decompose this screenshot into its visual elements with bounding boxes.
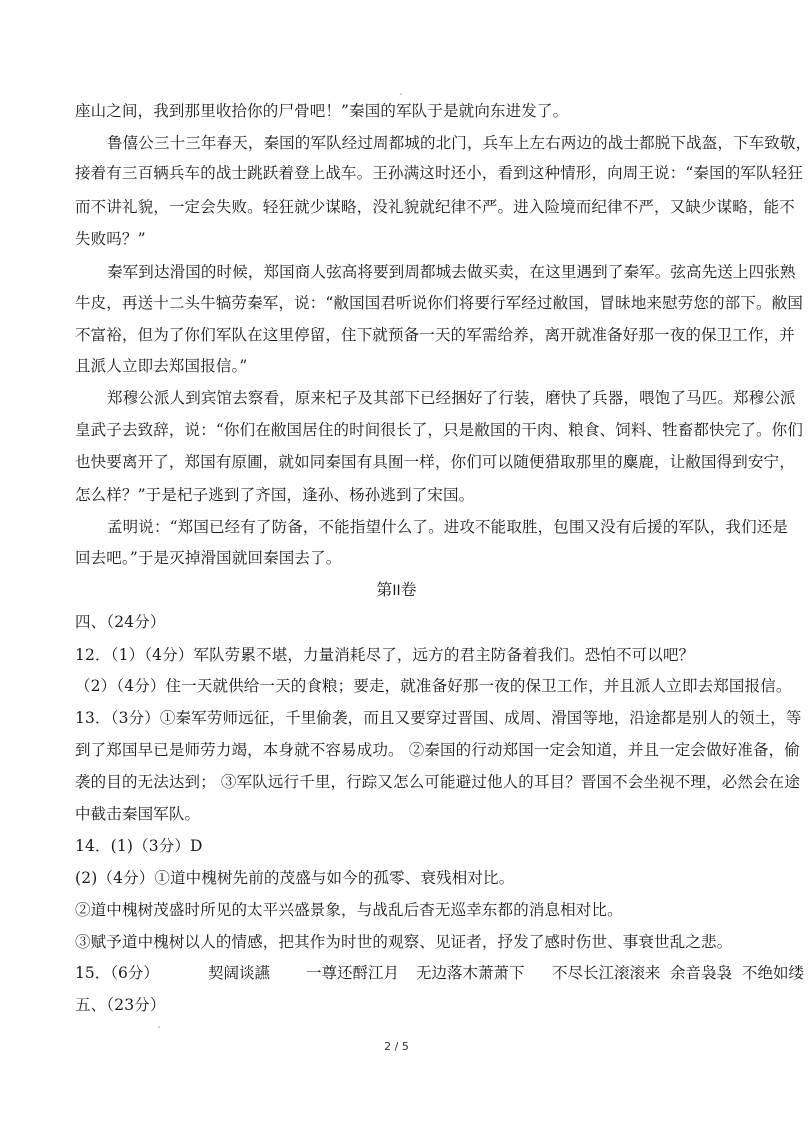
passage-line: 牛皮，再送十二头牛犒劳秦军，说：“敝国国君听说你们将要行军经过敝国，冒昧地来慰劳您的部下。敝国: [75, 294, 803, 312]
scan-speck: [400, 93, 402, 95]
answer-15-item: 余音袅袅: [670, 964, 733, 982]
passage-line: 座山之间，我到那里收拾你的尸骨吧！”秦国的军队于是就向东进发了。: [75, 102, 569, 120]
answer-line: 四、（24分）: [75, 613, 166, 631]
answer-line: ③赋予道中槐树以人的情感，把其作为时世的观察、见证者，抒发了感时伤世、事衰世乱之悲。: [75, 933, 733, 951]
answer-line: ②道中槐树茂盛时所见的太平兴盛景象，与战乱后杳无巡幸东都的消息相对比。: [75, 901, 623, 919]
passage-line: 孟明说：“郑国已经有了防备，不能指望什么了。进攻不能取胜，包围又没有后援的军队，我们还是: [107, 518, 789, 536]
passage-line: 而不讲礼貌，一定会失败。轻狂就少谋略，没礼貌就纪律不严。进入险境而纪律不严，又缺少谋略，能不: [75, 198, 795, 216]
section-prefix: 第: [376, 580, 393, 599]
section-heading: [0, 580, 793, 601]
answer-15-row: [75, 963, 804, 983]
scan-speck: [158, 1026, 160, 1028]
passage-line: 且派人立即去郑国报信。”: [75, 357, 248, 375]
passage-line: 秦军到达滑国的时候，郑国商人弦高将要到周都城去做买卖，在这里遇到了秦军。弦高先送上四张熟: [107, 263, 796, 281]
page-number: 2 / 5: [384, 1040, 409, 1053]
passage-line: 接着有三百辆兵车的战士跳跃着登上战车。王孙满这时还小，看到这种情形，向周王说：“秦国的军队轻狂: [75, 164, 803, 182]
passage-line: 回去吧。”于是灭掉滑国就回秦国去了。: [75, 549, 342, 567]
section-five-heading: 五、（23分）: [75, 996, 166, 1014]
answer-line: 到了郑国早已是师劳力竭，本身就不容易成功。 ②秦国的行动郑国一定会知道，并且一定会做好准备，偷: [75, 741, 800, 759]
answer-line: 14．(1)（3分）D: [75, 837, 203, 855]
answer-line: (2)（4分）①道中槐树先前的茂盛与如今的孤零、衰残相对比。: [75, 869, 515, 887]
answer-line: 13．（3分）①秦军劳师远征，千里偷袭，而且又要穿过晋国、成周、滑国等地，沿途都是别人的领土，等: [75, 709, 802, 727]
section-suffix: 卷: [400, 580, 417, 599]
passage-line: 怎么样？”于是杞子逃到了齐国，逢孙、杨孙逃到了宋国。: [75, 486, 475, 504]
answer-15-item: 无边落木萧萧下: [416, 964, 525, 982]
answer-15-item: 契阔谈讌: [208, 964, 271, 982]
answer-15-label: 15．（6分）: [75, 964, 159, 982]
passage-line: 郑穆公派人到宾馆去察看，原来杞子及其部下已经捆好了行装，磨快了兵器，喂饱了马匹。郑穆公派: [107, 389, 796, 407]
passage-line: 不富裕，但为了你们军队在这里停留，住下就预备一天的军需给养，离开就准备好那一夜的保卫工作，并: [75, 326, 795, 344]
answer-line: （2）（4分）住一天就供给一天的食粮；要走，就准备好那一夜的保卫工作，并且派人立即去郑国报信。: [75, 677, 792, 695]
passage-line: 皇武子去致辞，说：“你们在敝国居住的时间很长了，只是敝国的干肉、粮食、饲料、牲畜都快完了。你们: [75, 421, 803, 439]
answer-15-item: 一尊还酹江月: [306, 964, 400, 982]
passage-line: 失败吗？”: [75, 230, 146, 248]
answer-line: 中截击秦国军队。: [75, 805, 201, 823]
answer-line: 12．（1）（4分）军队劳累不堪，力量消耗尽了，远方的君主防备着我们。恐怕不可以吧？: [75, 646, 695, 664]
answer-line: 袭的目的无法达到； ③军队远行千里，行踪又怎么可能避过他人的耳目？晋国不会坐视不理，必然会在途: [75, 773, 800, 791]
answer-15-item: 不尽长江滚滚来: [552, 964, 661, 982]
section-roman: II: [392, 583, 401, 599]
answer-15-item: 不绝如缕: [742, 964, 805, 982]
passage-line: 也快要离开了，郑国有原圃，就如同秦国有具囿一样，你们可以随便猎取那里的麋鹿，让敝国得到安宁，: [75, 453, 795, 471]
passage-line: 鲁僖公三十三年春天，秦国的军队经过周都城的北门，兵车上左右两边的战士都脱下战盔，下车致敬，: [107, 134, 811, 152]
